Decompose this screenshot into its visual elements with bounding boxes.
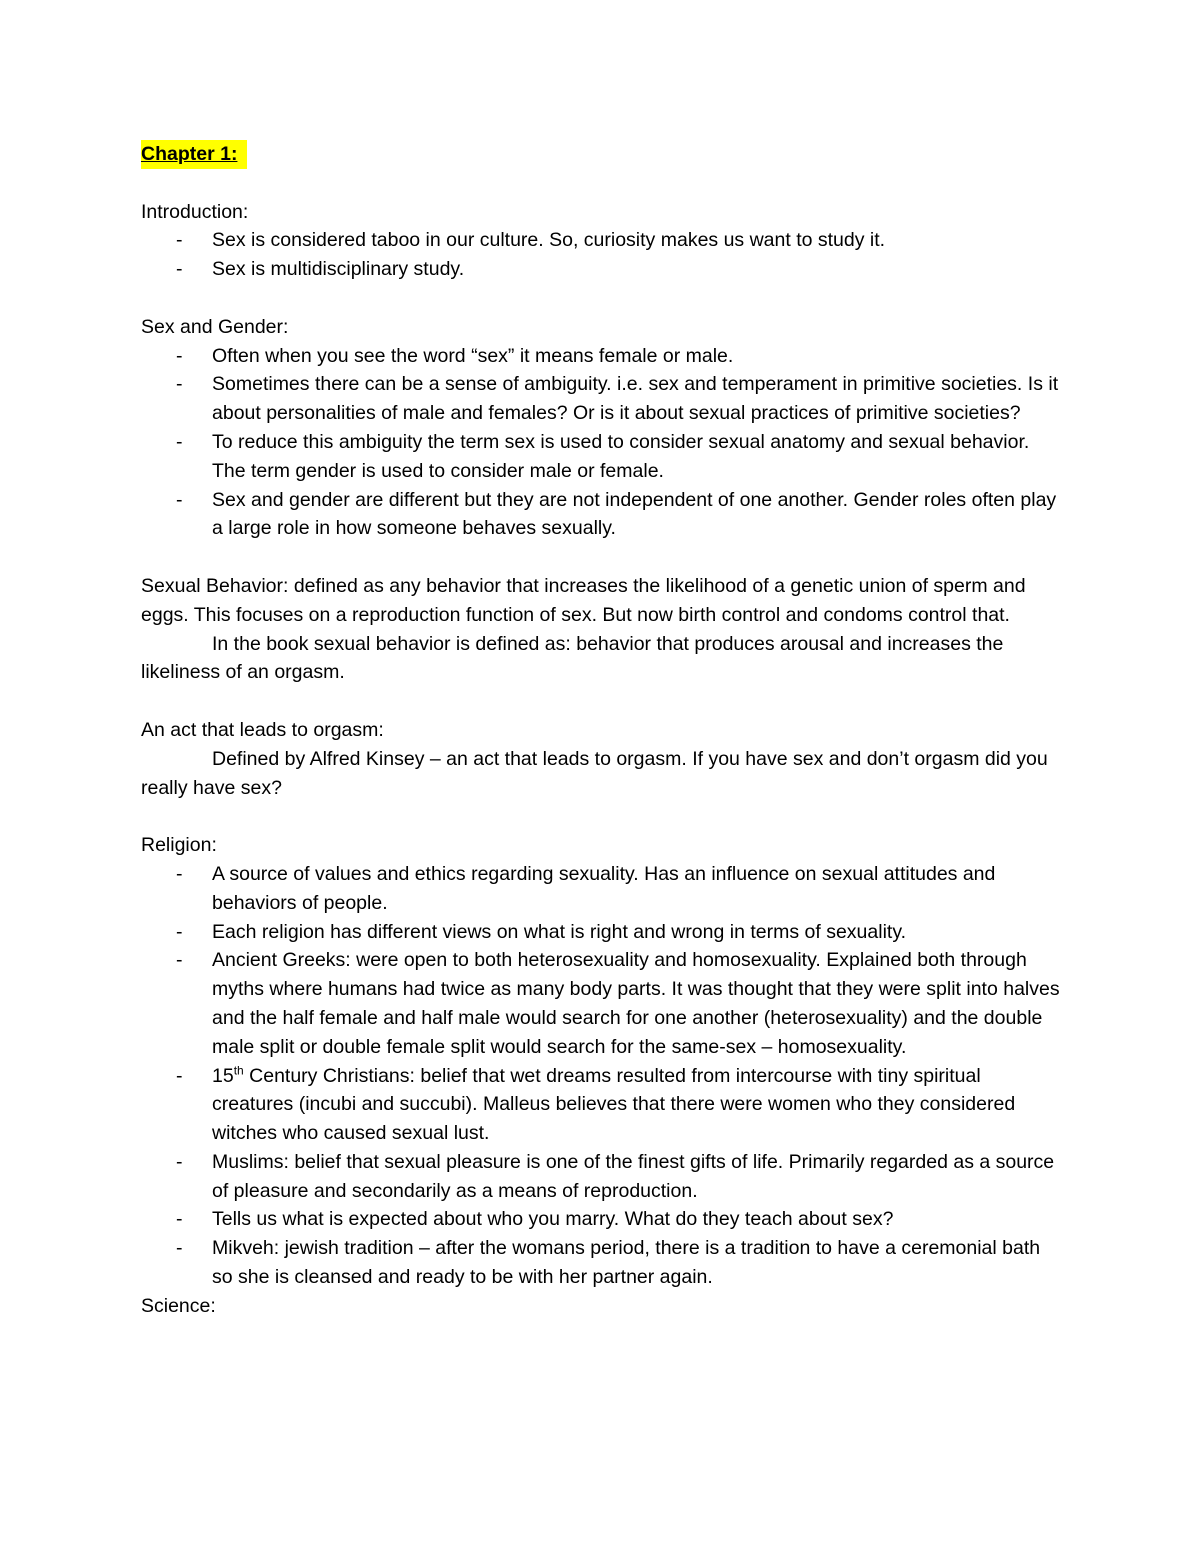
document-page: [141, 140, 1061, 1321]
list-item: - Mikveh: jewish tradition – after the womans period, there is a tradition to have a ceremonial bath so she is cleansed and ready to be with her partner again.: [141, 1234, 1061, 1292]
spacer: [141, 543, 1061, 572]
century-text: Century Christians: belief that wet dreams resulted from intercourse with tiny spiritual creatures (incubi and succubi). Malleus believes that there were women who they considered witches who caused sexual lust.: [212, 1064, 1016, 1145]
science-heading: Science:: [141, 1294, 216, 1317]
introduction-list: [141, 226, 1061, 284]
orgasm-paragraph: Defined by Alfred Kinsey – an act that leads to orgasm. If you have sex and don’t orgasm did you really have sex?: [141, 747, 1048, 799]
list-item: - Muslims: belief that sexual pleasure is one of the finest gifts of life. Primarily regarded as a source of pleasure and secondarily as a means of reproduction.: [141, 1148, 1061, 1206]
list-item-century: [141, 1062, 1061, 1148]
spacer: [141, 687, 1061, 716]
sexual-behavior-book-definition: In the book sexual behavior is defined as: behavior that produces arousal and increases the likeliness of an orgasm.: [141, 632, 1004, 684]
chapter-title: Chapter 1:: [141, 140, 247, 169]
list-item: - Tells us what is expected about who you marry. What do they teach about sex?: [141, 1205, 1061, 1234]
religion-list: [141, 860, 1061, 1292]
sex-and-gender-heading: Sex and Gender:: [141, 315, 289, 338]
spacer: [141, 169, 1061, 198]
list-item: - Sometimes there can be a sense of ambiguity. i.e. sex and temperament in primitive societies. Is it about personalities of male and females? Or is it about sexual practices of primitive societies?: [141, 370, 1061, 428]
sex-and-gender-list: [141, 342, 1061, 544]
chapter-heading-line: [141, 140, 1061, 169]
list-item: - Each religion has different views on what is right and wrong in terms of sexuality.: [141, 918, 1061, 947]
list-item: - Sex is multidisciplinary study.: [141, 255, 1061, 284]
century-suffix: th: [233, 1063, 244, 1077]
list-item: - A source of values and ethics regarding sexuality. Has an influence on sexual attitudes and behaviors of people.: [141, 860, 1061, 918]
spacer: [141, 802, 1061, 831]
list-item: - Sex and gender are different but they are not independent of one another. Gender roles often play a large role in how someone behaves sexually.: [141, 486, 1061, 544]
list-item: - Sex is considered taboo in our culture. So, curiosity makes us want to study it.: [141, 226, 1061, 255]
religion-heading: Religion:: [141, 834, 217, 857]
list-item: - Ancient Greeks: were open to both heterosexuality and homosexuality. Explained both through myths where humans had twice as many body parts. It was thought that they were split into halves and the half female and half male would search for one another (heterosexuality) and the double male split or double female split would search for the same-sex – homosexuality.: [141, 946, 1061, 1061]
list-item: - To reduce this ambiguity the term sex is used to consider sexual anatomy and sexual behavior. The term gender is used to consider male or female.: [141, 428, 1061, 486]
spacer: [141, 284, 1061, 313]
list-item: - Often when you see the word “sex” it means female or male.: [141, 342, 1061, 371]
century-number: 15: [212, 1064, 234, 1087]
sexual-behavior-paragraph: Sexual Behavior: defined as any behavior that increases the likelihood of a genetic union of sperm and eggs. This focuses on a reproduction function of sex. But now birth control and condoms control that.: [141, 574, 1026, 626]
introduction-heading: Introduction:: [141, 200, 249, 223]
orgasm-heading: An act that leads to orgasm:: [141, 718, 384, 741]
